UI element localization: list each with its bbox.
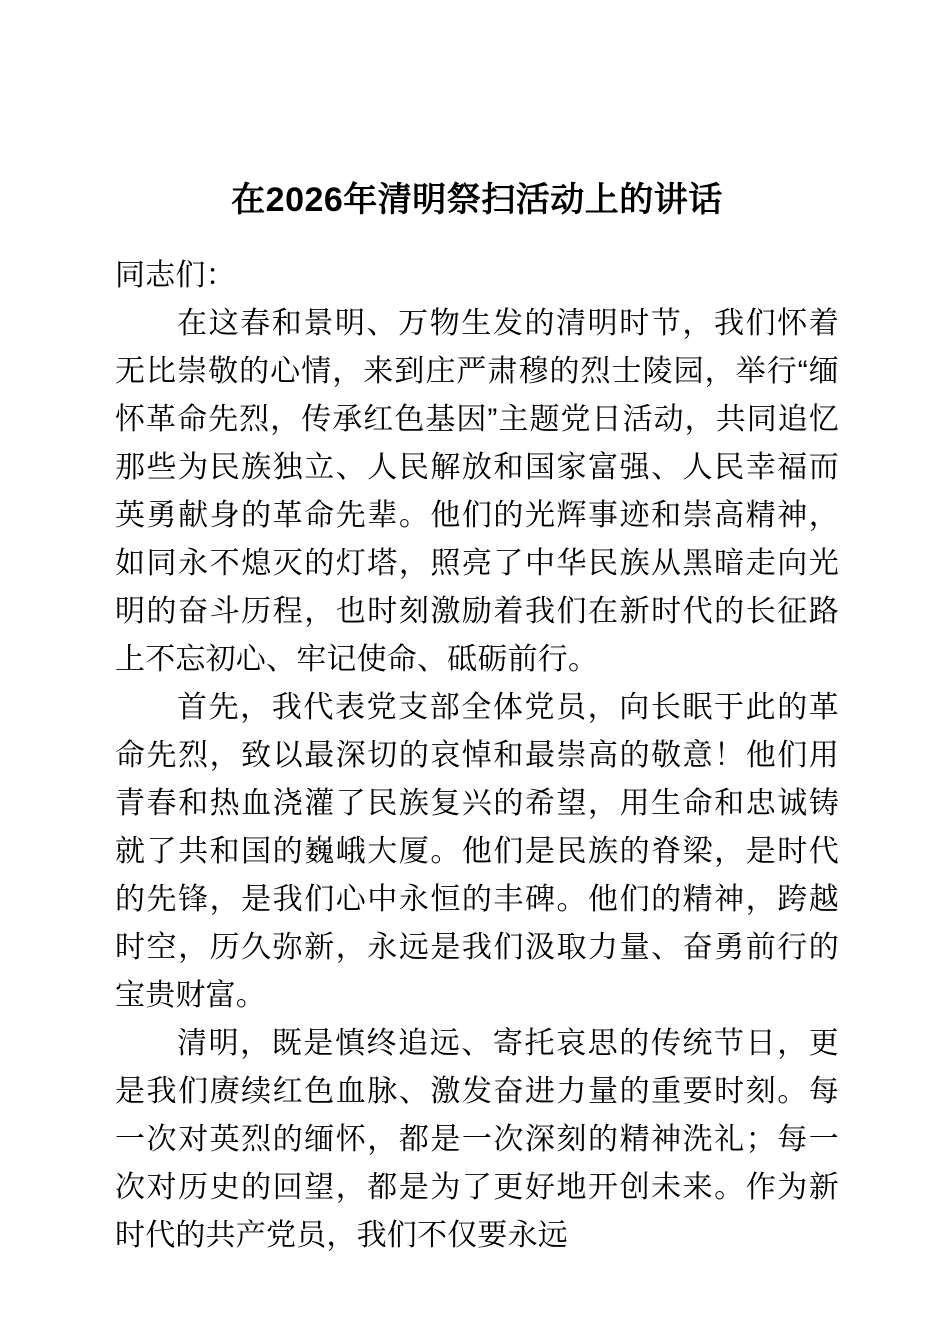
paragraph-2: 首先，我代表党支部全体党员，向长眠于此的革命先烈，致以最深切的哀悼和最崇高的敬意！他们用青春和热血浇灌了民族复兴的希望，用生命和忠诚铸就了共和国的巍峨大厦。他们是民族的脊梁，是时代的先锋，是我们心中永恒的丰碑。他们的精神，跨越时空，历久弥新，永远是我们汲取力量、奋勇前行的宝贵财富。 xyxy=(115,691,839,1012)
paragraph-3: 清明，既是慎终追远、寄托哀思的传统节日，更是我们赓续红色血脉、激发奋进力量的重要时刻。每一次对英烈的缅怀，都是一次深刻的精神洗礼；每一次对历史的回望，都是为了更好地开创未来。作为新时代的共产党员，我们不仅要永远 xyxy=(115,1027,839,1252)
paragraph-1: 在这春和景明、万物生发的清明时节，我们怀着无比崇敬的心情，来到庄严肃穆的烈士陵园，举行“缅怀革命先烈，传承红色基因”主题党日活动，共同追忆那些为民族独立、人民解放和国家富强、人民幸福而英勇献身的革命先辈。他们的光辉事迹和崇高精神，如同永不熄灭的灯塔，照亮了中华民族从黑暗走向光明的奋斗历程，也时刻激励着我们在新时代的长征路上不忘初心、牢记使命、砥砺前行。 xyxy=(115,307,839,676)
document-body xyxy=(115,0,839,1260)
salutation: 同志们： xyxy=(115,259,236,292)
page-title: 在2026年清明祭扫活动上的讲话 xyxy=(231,181,723,219)
